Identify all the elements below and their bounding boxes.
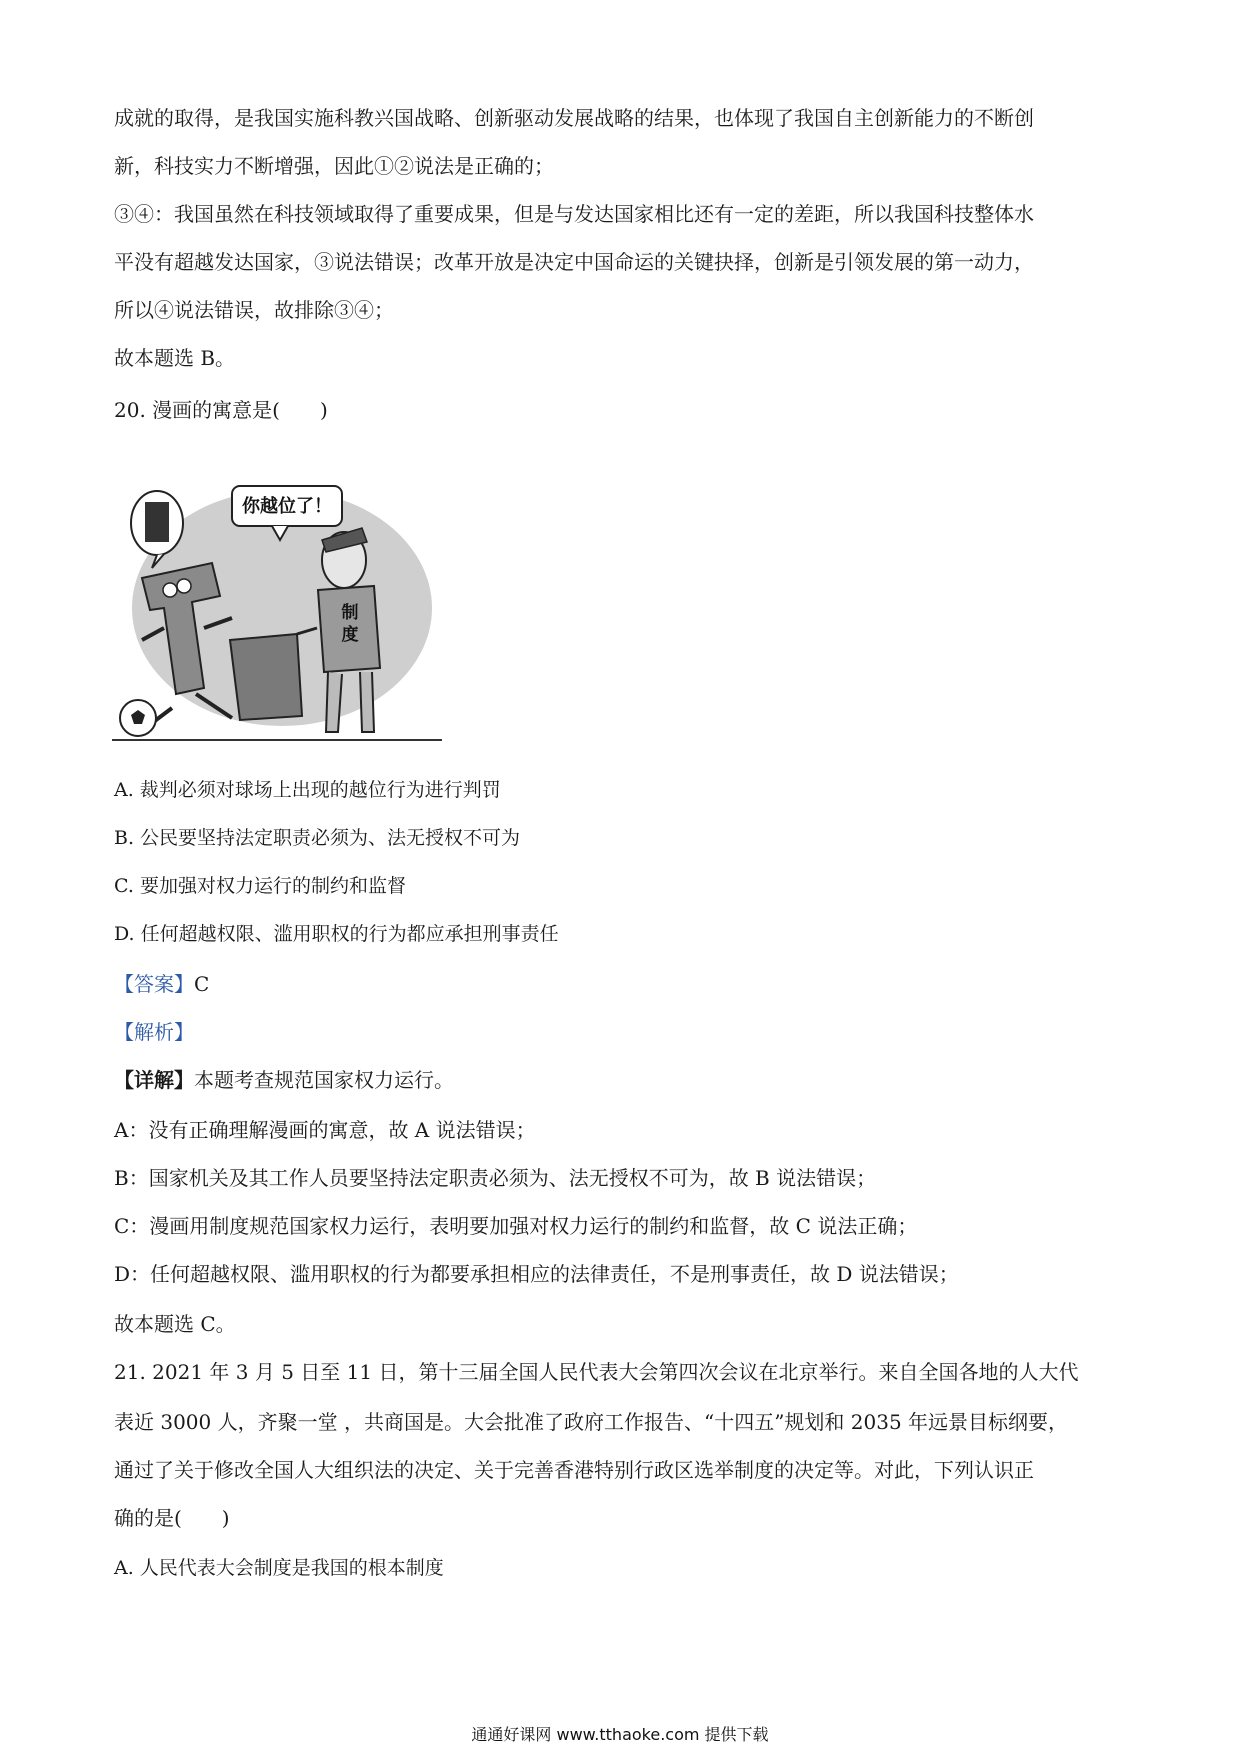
analysis-tag: 【解析】 xyxy=(114,1020,194,1044)
soccer-ball-icon xyxy=(120,700,156,736)
prev-explanation-line-1: 成就的取得，是我国实施科教兴国战略、创新驱动发展战略的结果，也体现了我国自主创新能力的不断创 xyxy=(114,106,1034,130)
detail-text: 本题考查规范国家权力运行。 xyxy=(194,1068,454,1092)
q20-option-b: B. 公民要坚持法定职责必须为、法无授权不可为 xyxy=(114,827,521,849)
prev-conclusion: 故本题选 B。 xyxy=(114,346,236,370)
detail-tag: 【详解】 xyxy=(114,1068,194,1092)
q20-stem: 20. 漫画的寓意是( ) xyxy=(114,398,328,422)
q20-cartoon xyxy=(112,468,452,748)
prev-explanation-line-4: 平没有超越发达国家，③说法错误；改革开放是决定中国命运的关键抉择，创新是引领发展的第一动力， xyxy=(114,250,1034,274)
shirt-label-2: 度 xyxy=(341,625,359,645)
q20-explanation-d: D：任何超越权限、滥用职权的行为都要承担相应的法律责任，不是刑事责任，故 D 说法错误； xyxy=(114,1262,959,1286)
prev-explanation-line-2: 新，科技实力不断增强，因此①②说法是正确的； xyxy=(114,154,554,178)
q20-explanation-a: A：没有正确理解漫画的寓意，故 A 说法错误； xyxy=(114,1118,536,1142)
q20-detail xyxy=(114,1066,1134,1094)
shirt-label-1: 制 xyxy=(341,603,359,623)
q20-explanation-b: B：国家机关及其工作人员要坚持法定职责必须为、法无授权不可为，故 B 说法错误； xyxy=(114,1166,877,1190)
page-footer: 通通好课网 www.tthaoke.com 提供下载 xyxy=(471,1725,769,1744)
q20-option-a: A. 裁判必须对球场上出现的越位行为进行判罚 xyxy=(114,779,501,801)
prev-explanation-line-5: 所以④说法错误，故排除③④； xyxy=(114,298,394,322)
prev-explanation-line-3: ③④：我国虽然在科技领域取得了重要成果，但是与发达国家相比还有一定的差距，所以我国科技整体水 xyxy=(114,202,1034,226)
speech-bubble-text: 你越位了！ xyxy=(242,496,332,517)
q21-stem-line-1: 21. 2021 年 3 月 5 日至 11 日，第十三届全国人民代表大会第四次会议在北京举行。来自全国各地的人大代 xyxy=(114,1360,1079,1384)
q20-option-c: C. 要加强对权力运行的制约和监督 xyxy=(114,875,406,897)
answer-value: C xyxy=(194,972,210,996)
q21-option-a: A. 人民代表大会制度是我国的根本制度 xyxy=(114,1557,444,1579)
q21-stem-line-3: 通过了关于修改全国人大组织法的决定、关于完善香港特别行政区选举制度的决定等。对此，下列认识正 xyxy=(114,1458,1034,1482)
answer-tag: 【答案】 xyxy=(114,972,194,996)
q20-answer xyxy=(114,970,1134,998)
q20-option-d: D. 任何超越权限、滥用职权的行为都应承担刑事责任 xyxy=(114,923,559,945)
q20-conclusion: 故本题选 C。 xyxy=(114,1312,236,1336)
q21-stem-line-4: 确的是( ) xyxy=(114,1506,230,1530)
q20-explanation-c: C：漫画用制度规范国家权力运行，表明要加强对权力运行的制约和监督，故 C 说法正确； xyxy=(114,1214,918,1238)
q21-stem-line-2: 表近 3000 人，齐聚一堂 ，共商国是。大会批准了政府工作报告、“十四五”规划和 2035 年远景目标纲要， xyxy=(114,1410,1069,1434)
